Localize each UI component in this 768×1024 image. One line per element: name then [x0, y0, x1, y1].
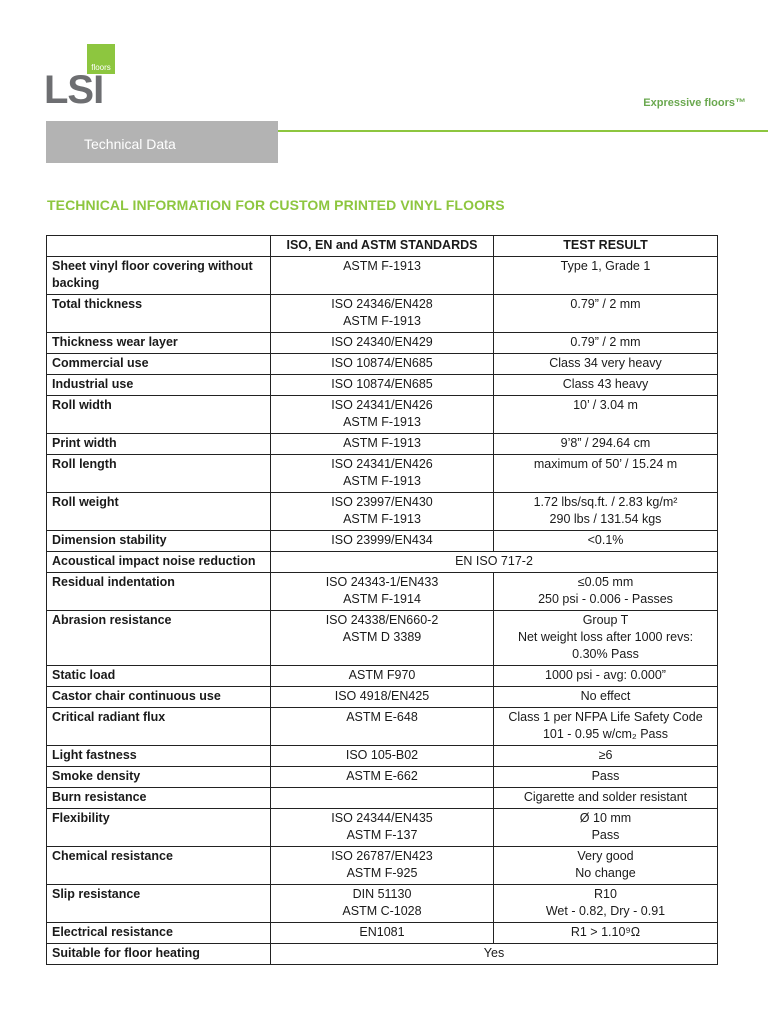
property-cell: Roll length [47, 455, 271, 493]
standard-cell [271, 687, 494, 708]
standard-line: ASTM D 3389 [342, 630, 422, 644]
property-cell: Dimension stability [47, 531, 271, 552]
standard-line: ASTM C-1028 [342, 904, 422, 918]
table-row [47, 531, 718, 552]
standard-line: ISO 105-B02 [345, 748, 419, 762]
property-cell: Total thickness [47, 295, 271, 333]
property-cell: Acoustical impact noise reduction [47, 552, 271, 573]
standard-cell [271, 788, 494, 809]
standard-line [276, 789, 488, 806]
standard-cell [271, 354, 494, 375]
table-row [47, 354, 718, 375]
table-row [47, 767, 718, 788]
lsi-floors-logo [46, 44, 126, 116]
result-line: <0.1% [587, 533, 624, 547]
property-cell: Commercial use [47, 354, 271, 375]
result-cell [494, 746, 718, 767]
standard-cell [271, 455, 494, 493]
property-cell: Sheet vinyl floor covering without backing [47, 257, 271, 295]
result-line: Class 34 very heavy [549, 356, 662, 370]
result-line: Group T [582, 613, 629, 627]
result-line: 1.72 lbs/sq.ft. / 2.83 kg/m² [533, 495, 678, 509]
table-row [47, 809, 718, 847]
table-row [47, 295, 718, 333]
result-line: 101 - 0.95 w/cm₂ Pass [542, 727, 669, 741]
standard-line: ISO 23997/EN430 [331, 495, 433, 509]
result-cell [494, 396, 718, 434]
table-row [47, 573, 718, 611]
standard-line: ISO 10874/EN685 [331, 377, 433, 391]
table-row [47, 708, 718, 746]
result-cell [494, 455, 718, 493]
table-row [47, 847, 718, 885]
standard-line: ASTM F-925 [346, 866, 418, 880]
table-row [47, 552, 718, 573]
standard-cell [271, 434, 494, 455]
standard-line: ISO 23999/EN434 [331, 533, 433, 547]
result-line: 250 psi - 0.006 - Passes [538, 592, 673, 606]
standard-line: EN1081 [359, 925, 405, 939]
result-cell [494, 257, 718, 295]
standard-cell [271, 611, 494, 666]
result-line: No change [575, 866, 636, 880]
standard-line: ASTM F970 [348, 668, 416, 682]
table-header-row [47, 236, 718, 257]
result-line: Very good [577, 849, 634, 863]
property-cell: Castor chair continuous use [47, 687, 271, 708]
logo-wordmark: LSI [44, 68, 104, 112]
standard-cell [271, 295, 494, 333]
result-cell [494, 434, 718, 455]
table-row [47, 788, 718, 809]
standard-line: ASTM F-1913 [343, 512, 421, 526]
result-line: 1000 psi - avg: 0.000” [545, 668, 666, 682]
table-row [47, 257, 718, 295]
table-body [47, 257, 718, 965]
table-row [47, 923, 718, 944]
result-line: R1 > 1.10⁹Ω [570, 925, 641, 939]
standard-cell [271, 746, 494, 767]
standard-cell [271, 847, 494, 885]
property-cell: Thickness wear layer [47, 333, 271, 354]
standard-cell [271, 666, 494, 687]
property-cell: Smoke density [47, 767, 271, 788]
result-line: 0.79” / 2 mm [570, 335, 641, 349]
table-row [47, 493, 718, 531]
header-standards: ISO, EN and ASTM STANDARDS [271, 236, 494, 257]
property-cell: Roll weight [47, 493, 271, 531]
result-cell [494, 767, 718, 788]
standard-line: ASTM F-1914 [343, 592, 421, 606]
standard-line: ASTM F-137 [346, 828, 418, 842]
standard-line: ASTM F-1913 [343, 314, 421, 328]
result-cell [494, 333, 718, 354]
table-row [47, 396, 718, 434]
property-cell: Print width [47, 434, 271, 455]
property-cell: Light fastness [47, 746, 271, 767]
standard-line: ISO 24338/EN660-2 [325, 613, 439, 627]
result-cell [494, 666, 718, 687]
brand-tagline: Expressive floors™ [643, 97, 746, 109]
section-banner [46, 121, 278, 163]
standard-cell [271, 333, 494, 354]
property-cell: Chemical resistance [47, 847, 271, 885]
standard-line: ASTM E-648 [346, 710, 418, 724]
standard-line: ISO 4918/EN425 [334, 689, 430, 703]
standard-cell [271, 493, 494, 531]
standard-line: ISO 24341/EN426 [331, 398, 433, 412]
standard-cell [271, 885, 494, 923]
result-cell [494, 885, 718, 923]
standard-cell [271, 708, 494, 746]
standard-line: ISO 24343-1/EN433 [325, 575, 439, 589]
result-line: maximum of 50’ / 15.24 m [533, 457, 678, 471]
result-line: ≤0.05 mm [577, 575, 634, 589]
result-line: 10’ / 3.04 m [573, 398, 638, 412]
standard-cell [271, 257, 494, 295]
table-row [47, 666, 718, 687]
standard-line: ASTM F-1913 [343, 436, 421, 450]
standard-line: ISO 24344/EN435 [331, 811, 433, 825]
result-line: Cigarette and solder resistant [523, 790, 688, 804]
result-line: Net weight loss after 1000 revs: [517, 630, 694, 644]
table-row [47, 746, 718, 767]
property-cell: Abrasion resistance [47, 611, 271, 666]
merged-value-cell: Yes [271, 944, 718, 965]
result-line: Pass [591, 769, 620, 783]
standard-cell [271, 809, 494, 847]
property-cell: Suitable for floor heating [47, 944, 271, 965]
page-title: TECHNICAL INFORMATION FOR CUSTOM PRINTED VINYL FLOORS [47, 197, 505, 213]
result-line: Type 1, Grade 1 [560, 259, 651, 273]
logo-badge-text: floors [91, 63, 111, 72]
table-row [47, 434, 718, 455]
result-cell [494, 354, 718, 375]
table-row [47, 375, 718, 396]
result-cell [494, 847, 718, 885]
property-cell: Flexibility [47, 809, 271, 847]
table-row [47, 455, 718, 493]
result-cell [494, 493, 718, 531]
property-cell: Roll width [47, 396, 271, 434]
standard-line: ISO 24346/EN428 [331, 297, 433, 311]
result-line: Class 43 heavy [562, 377, 649, 391]
result-cell [494, 573, 718, 611]
standard-cell [271, 923, 494, 944]
result-cell [494, 531, 718, 552]
table-row [47, 885, 718, 923]
standard-cell [271, 531, 494, 552]
result-line: Class 1 per NFPA Life Safety Code [508, 710, 703, 724]
result-line: 0.30% Pass [572, 647, 639, 661]
standard-cell [271, 767, 494, 788]
result-cell [494, 687, 718, 708]
standard-line: ISO 24341/EN426 [331, 457, 433, 471]
property-cell: Slip resistance [47, 885, 271, 923]
property-cell: Residual indentation [47, 573, 271, 611]
result-line: Ø 10 mm [579, 811, 632, 825]
result-cell [494, 708, 718, 746]
standard-cell [271, 375, 494, 396]
property-cell: Critical radiant flux [47, 708, 271, 746]
header-property [47, 236, 271, 257]
result-line: ≥6 [598, 748, 613, 762]
result-line: 290 lbs / 131.54 kgs [549, 512, 662, 526]
result-line: Pass [591, 828, 620, 842]
result-line: No effect [580, 689, 631, 703]
merged-value-cell: EN ISO 717-2 [271, 552, 718, 573]
section-label: Technical Data [84, 136, 176, 152]
result-cell [494, 375, 718, 396]
table-row [47, 687, 718, 708]
result-cell [494, 611, 718, 666]
property-cell: Industrial use [47, 375, 271, 396]
standard-line: ISO 24340/EN429 [331, 335, 433, 349]
standard-line: ASTM E-662 [346, 769, 418, 783]
result-line: 0.79” / 2 mm [570, 297, 641, 311]
result-line: Wet - 0.82, Dry - 0.91 [545, 904, 666, 918]
property-cell: Burn resistance [47, 788, 271, 809]
standard-cell [271, 396, 494, 434]
standard-line: ISO 26787/EN423 [331, 849, 433, 863]
table-row [47, 333, 718, 354]
standard-line: ISO 10874/EN685 [331, 356, 433, 370]
result-cell [494, 809, 718, 847]
result-cell [494, 923, 718, 944]
result-line: 9’8” / 294.64 cm [560, 436, 651, 450]
result-line: R10 [594, 887, 617, 901]
standard-line: ASTM F-1913 [343, 474, 421, 488]
technical-data-table [46, 235, 718, 965]
table-row [47, 611, 718, 666]
property-cell: Electrical resistance [47, 923, 271, 944]
standard-cell [271, 573, 494, 611]
table-row [47, 944, 718, 965]
standard-line: ASTM F-1913 [343, 259, 421, 273]
standard-line: DIN 51130 [352, 887, 412, 901]
result-cell [494, 788, 718, 809]
standard-line: ASTM F-1913 [343, 415, 421, 429]
header-divider [278, 130, 768, 132]
header-result: TEST RESULT [494, 236, 718, 257]
property-cell: Static load [47, 666, 271, 687]
result-cell [494, 295, 718, 333]
